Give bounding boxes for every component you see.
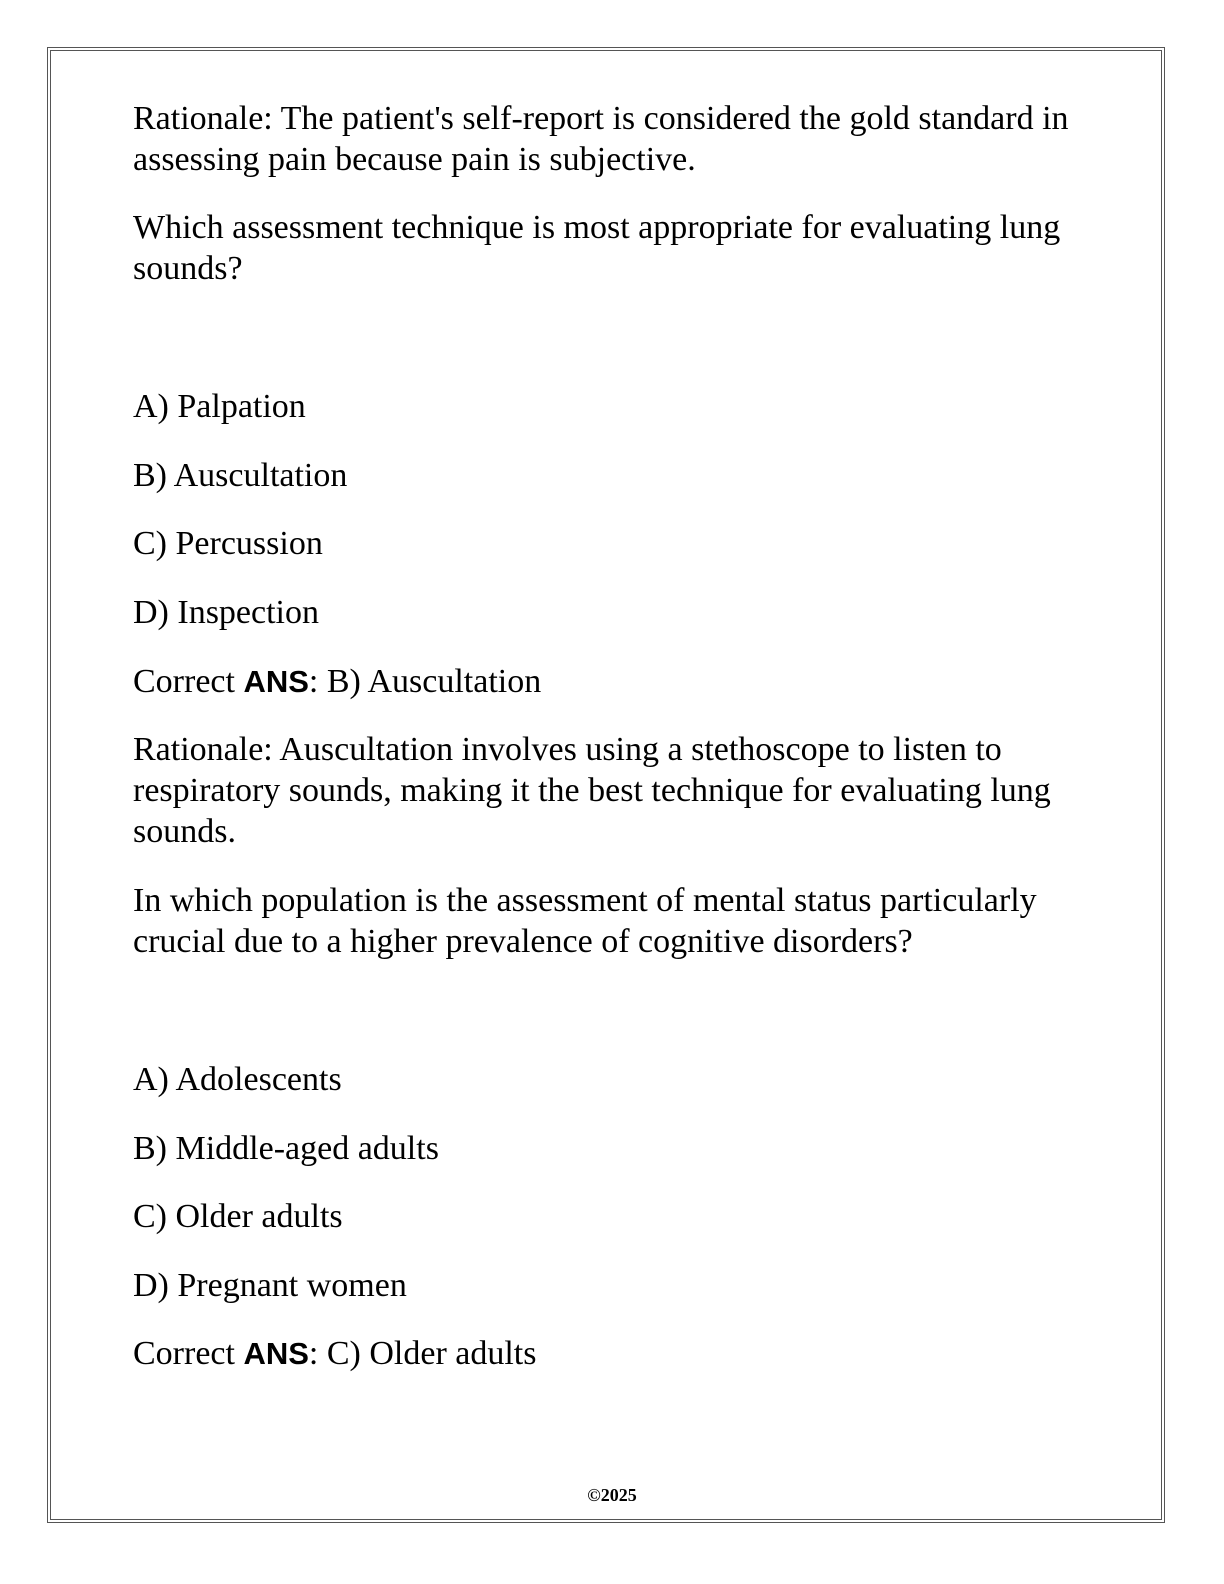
correct-prefix: Correct (133, 1335, 244, 1372)
answer-option: A) Palpation (133, 388, 306, 425)
answer-option: D) Inspection (133, 594, 320, 631)
correct-answer-value: : C) Older adults (308, 1335, 537, 1372)
ans-label: ANS (243, 1336, 309, 1371)
rationale-paragraph: Rationale: Auscultation involves using a stethoscope to listen to respiratory sounds, making it the best technique for evaluating lung sounds. (133, 731, 1051, 850)
answer-option: C) Percussion (133, 525, 323, 562)
ans-label: ANS (243, 664, 309, 699)
question-text: Which assessment technique is most appropriate for evaluating lung sounds? (133, 209, 1061, 287)
correct-answer-line (133, 661, 1093, 702)
copyright-footer: ©2025 (587, 1485, 637, 1505)
answer-option: B) Auscultation (133, 457, 348, 494)
answer-option: D) Pregnant women (133, 1267, 407, 1304)
correct-prefix: Correct (133, 663, 244, 700)
rationale-paragraph: Rationale: The patient's self-report is considered the gold standard in assessing pain because pain is subjective. (133, 100, 1069, 178)
answer-option: A) Adolescents (133, 1061, 342, 1098)
answer-option: B) Middle-aged adults (133, 1130, 439, 1167)
correct-answer-line (133, 1333, 1093, 1374)
correct-answer-value: : B) Auscultation (308, 663, 542, 700)
answer-option: C) Older adults (133, 1198, 343, 1235)
question-text: In which population is the assessment of mental status particularly crucial due to a higher prevalence of cognitive disorders? (133, 882, 1037, 960)
